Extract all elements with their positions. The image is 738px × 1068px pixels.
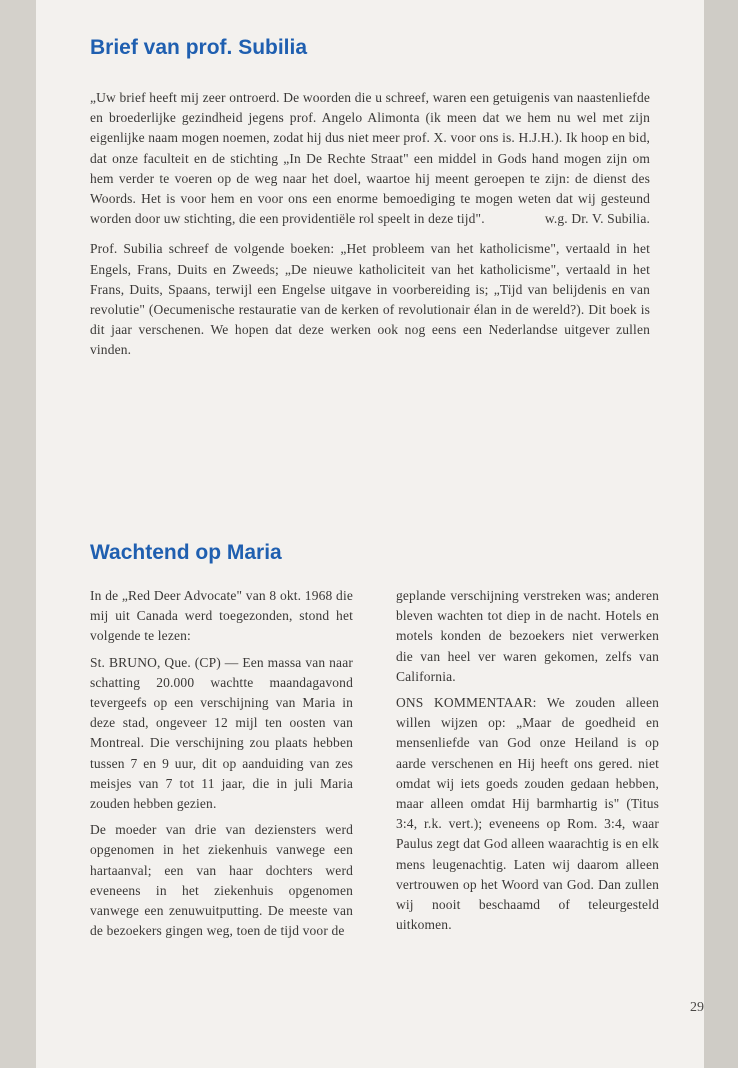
maria-right-column [396, 586, 659, 941]
letter-signature: w.g. Dr. V. Subilia. [544, 211, 650, 227]
letter-text: „Uw brief heeft mij zeer ontroerd. De woorden die u schreef, waren een getuigenis van naastenliefde en broederlijke gezindheid jegens prof. Angelo Alimonta (ik meen dat we hem nu wel met zijn eigenlijke naam mogen noemen, zodat hij dus niet meer prof. X. voor ons is. H.J.H.). Ik hoop en bid, dat onze faculteit en de stichting „In De Rechte Straat" een middel in Gods hand mogen zijn om hem verder te voeren op de weg naar het doel, waartoe hij meent geroepen te zijn: de dienst des Woords. Het is voor hem en voor ons een enorme bemoediging te mogen weten dat wij gesteund worden door uw stichting, die een providentiële rol speelt in deze tijd". [90, 90, 650, 227]
page-gutter-left [0, 0, 36, 1068]
document-page [36, 0, 704, 1068]
letter-paragraph [90, 88, 650, 229]
maria-paragraph: In de „Red Deer Advocate" van 8 okt. 1968 die mij uit Canada werd toegezonden, stond het volgende te lezen: [90, 588, 353, 644]
commentary-paragraph: ONS KOMMENTAAR: We zouden alleen willen wijzen op: „Maar de goedheid en mensenliefde van God onze Heiland is op aarde verschenen en Hij heeft ons gered. niet omdat wij iets goeds zouden gedaan hebben, maar alleen omdat Hij barmhartig is" (Titus 3:4, r.k. vert.); eveneens op Rom. 3:4, waar Paulus zegt dat God alleen waarachtig is en elk mens leugenachtig. Laten wij daarom alleen vertrouwen op het Woord van God. Dan zullen wij nooit beschaamd of teleurgesteld uitkomen. [396, 695, 659, 933]
section-subilia-body [90, 88, 650, 361]
maria-paragraph: St. BRUNO, Que. (CP) — Een massa van naar schatting 20.000 wachtte maandagavond tevergeefs op een verschijning van Maria in deze stad, ongeveer 12 mijl ten oosten van Montreal. Die verschijning zou plaats hebben tussen 7 en 9 uur, dit op aanduiding van zes meisjes van 7 tot 11 jaar, die in juli Maria zouden hebben gezien. [90, 654, 353, 812]
maria-paragraph: geplande verschijning verstreken was; anderen bleven wachten tot diep in de nacht. Hotels en motels konden de bezoekers niet verwerken die van heel ver waren gekomen, zelfs van California. [396, 588, 659, 684]
page-number: 29 [690, 1000, 704, 1015]
section-heading-maria: Wachtend op Maria [90, 541, 282, 564]
maria-left-column [90, 586, 353, 947]
books-paragraph: Prof. Subilia schreef de volgende boeken: „Het probleem van het katholicisme", vertaald in het Engels, Frans, Duits en Zweeds; „De nieuwe katholiciteit van het katholicisme", vertaald in het Frans, Duits, Spaans, terwijl een Engelse uitgave in voorbereiding is; „Tijd van belijdenis en van revolutie" (Oecumenische restauratie van de kerken of revolutionair élan in de wereld?). Dit boek is dit jaar verschenen. We hopen dat deze werken ook nog eens een Nederlandse uitgever zullen vinden. [90, 241, 650, 358]
page-gutter-right [704, 0, 738, 1068]
maria-paragraph: De moeder van drie van deziensters werd opgenomen in het ziekenhuis vanwege een hartaanval; een van haar dochters werd eveneens in het ziekenhuis opgenomen vanwege een zenuwuitputting. De meeste van de bezoekers gingen weg, toen de tijd voor de [90, 822, 353, 939]
section-heading-subilia: Brief van prof. Subilia [90, 36, 308, 59]
